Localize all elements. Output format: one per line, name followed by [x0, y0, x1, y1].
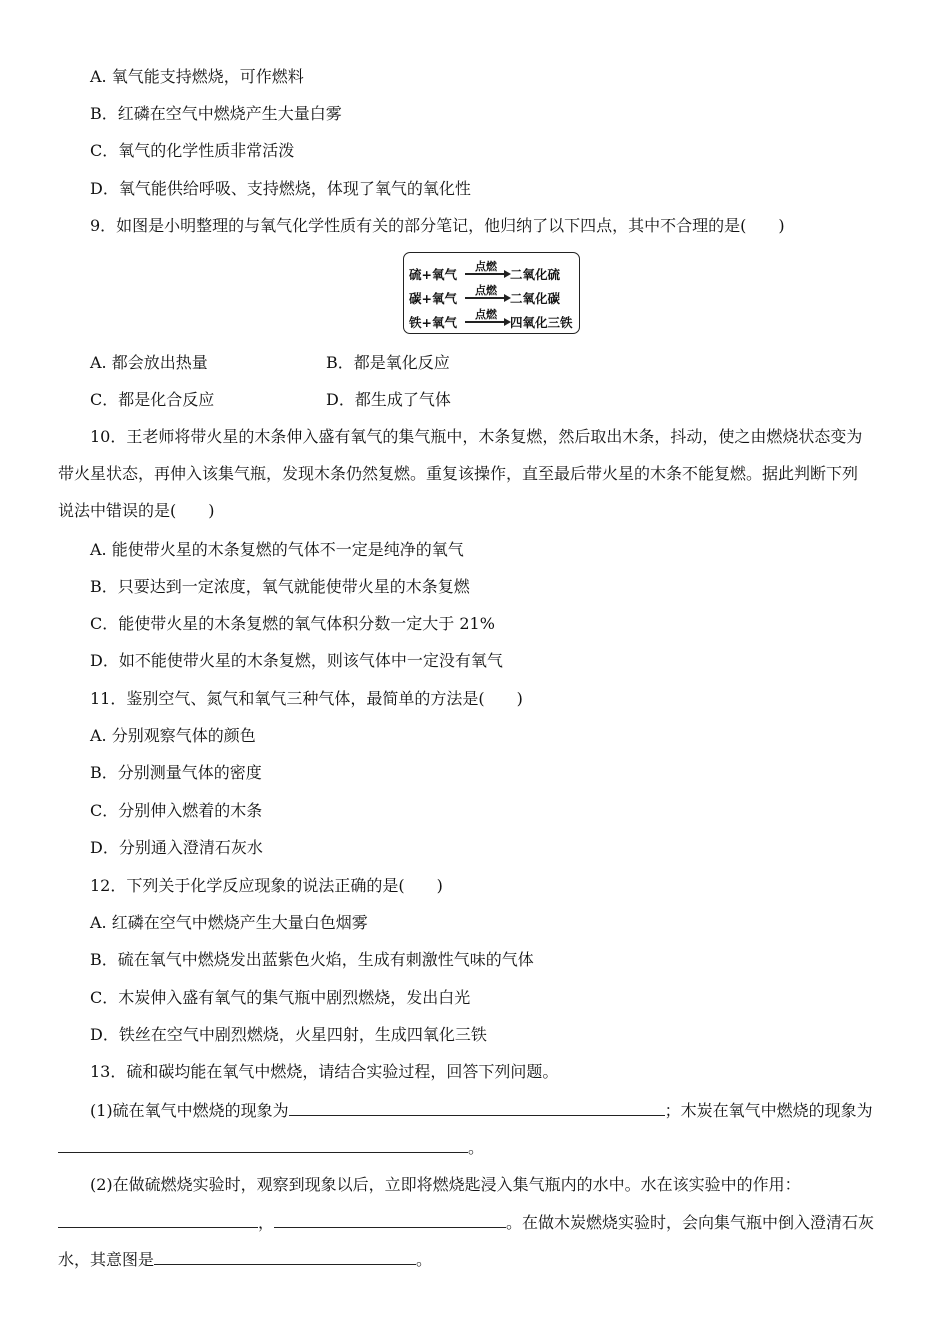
q13-part2-prompt-b: 。在做木炭燃烧实验时，会向集气瓶中倒入澄清石灰 — [506, 1213, 875, 1232]
q8-option-b: B．红磷在空气中燃烧产生大量白雾 — [90, 104, 342, 123]
q10-stem-line3: 说法中错误的是( ) — [58, 501, 215, 520]
q10-stem-line1: 10．王老师将带火星的木条伸入盛有氧气的集气瓶中，木条复燃，然后取出木条，抖动，使之由燃烧状态变为 — [90, 427, 863, 446]
answer-blank[interactable] — [58, 1136, 468, 1153]
reaction-reactants: 铁+氧气 — [409, 315, 457, 330]
answer-blank[interactable] — [58, 1211, 258, 1228]
arrow-icon — [465, 321, 509, 323]
q10-option-a: A. 能使带火星的木条复燃的气体不一定是纯净的氧气 — [90, 540, 464, 559]
q11-option-d: D．分别通入澄清石灰水 — [90, 838, 263, 857]
q12-option-d: D．铁丝在空气中剧烈燃烧，火星四射，生成四氧化三铁 — [90, 1025, 487, 1044]
reaction-product: 四氧化三铁 — [510, 315, 573, 330]
reaction-condition: 点燃 — [475, 260, 497, 273]
q11-option-a: A. 分别观察气体的颜色 — [90, 726, 256, 745]
q13-part2-line1: (2)在做硫燃烧实验时，观察到现象以后，立即将燃烧匙浸入集气瓶内的水中。水在该实验中的作用： — [90, 1175, 801, 1194]
q10-option-d: D．如不能使带火星的木条复燃，则该气体中一定没有氧气 — [90, 651, 503, 670]
q13-part1-end: 。 — [468, 1138, 485, 1157]
q9-option-d: D．都生成了气体 — [326, 390, 451, 409]
q11-option-b: B．分别测量气体的密度 — [90, 763, 262, 782]
reaction-product: 二氧化碳 — [510, 291, 561, 306]
q11-stem: 11．鉴别空气、氮气和氧气三种气体，最简单的方法是( ) — [90, 689, 523, 708]
q11-option-c: C．分别伸入燃着的木条 — [90, 801, 263, 820]
q8-option-a: A. 氧气能支持燃烧，可作燃料 — [90, 67, 304, 86]
q12-option-b: B．硫在氧气中燃烧发出蓝紫色火焰，生成有刺激性气味的气体 — [90, 950, 534, 969]
q8-option-c: C．氧气的化学性质非常活泼 — [90, 141, 295, 160]
reaction-notes-diagram — [403, 252, 580, 334]
reaction-condition: 点燃 — [475, 284, 497, 297]
q10-option-b: B．只要达到一定浓度，氧气就能使带火星的木条复燃 — [90, 577, 470, 596]
answer-blank[interactable] — [289, 1099, 665, 1116]
q13-part2-prompt-c: 水，其意图是 — [58, 1250, 155, 1269]
answer-blank[interactable] — [274, 1211, 506, 1228]
q13-part1-prompt-2: ；木炭在氧气中燃烧的现象为 — [664, 1101, 873, 1120]
q9-option-b: B．都是氧化反应 — [326, 353, 450, 372]
reaction-condition: 点燃 — [475, 308, 497, 321]
q13-part1-line2 — [58, 1136, 484, 1159]
q9-option-a: A. 都会放出热量 — [90, 353, 208, 372]
arrow-icon — [465, 297, 509, 299]
q10-option-c: C．能使带火星的木条复燃的氧气体积分数一定大于 21% — [90, 614, 495, 633]
q12-option-c: C．木炭伸入盛有氧气的集气瓶中剧烈燃烧，发出白光 — [90, 988, 471, 1007]
reaction-row — [409, 283, 579, 306]
q13-part1-prompt: (1)硫在氧气中燃烧的现象为 — [90, 1101, 289, 1120]
reaction-product: 二氧化硫 — [510, 267, 561, 282]
reaction-reactants: 硫+氧气 — [409, 267, 457, 282]
q13-part2-line3 — [58, 1248, 432, 1271]
q9-stem: 9．如图是小明整理的与氧气化学性质有关的部分笔记，他归纳了以下四点，其中不合理的是( ) — [90, 216, 785, 235]
q13-part1-line — [90, 1099, 873, 1122]
reaction-row — [409, 307, 579, 330]
q13-part2-comma: ， — [258, 1213, 275, 1232]
q10-stem-line2: 带火星状态，再伸入该集气瓶，发现木条仍然复燃。重复该操作，直至最后带火星的木条不能复燃。据此判断下列 — [58, 464, 859, 483]
answer-blank[interactable] — [154, 1248, 416, 1265]
q12-stem: 12．下列关于化学反应现象的说法正确的是( ) — [90, 876, 443, 895]
reaction-row — [409, 259, 579, 282]
q12-option-a: A. 红磷在空气中燃烧产生大量白色烟雾 — [90, 913, 368, 932]
q9-option-c: C．都是化合反应 — [90, 390, 215, 409]
q13-stem: 13．硫和碳均能在氧气中燃烧，请结合实验过程，回答下列问题。 — [90, 1062, 559, 1081]
reaction-reactants: 碳+氧气 — [409, 291, 457, 306]
q13-part2-end: 。 — [416, 1250, 433, 1269]
arrow-icon — [465, 273, 509, 275]
q8-option-d: D．氧气能供给呼吸、支持燃烧，体现了氧气的氧化性 — [90, 179, 471, 198]
q13-part2-line2 — [58, 1211, 874, 1234]
